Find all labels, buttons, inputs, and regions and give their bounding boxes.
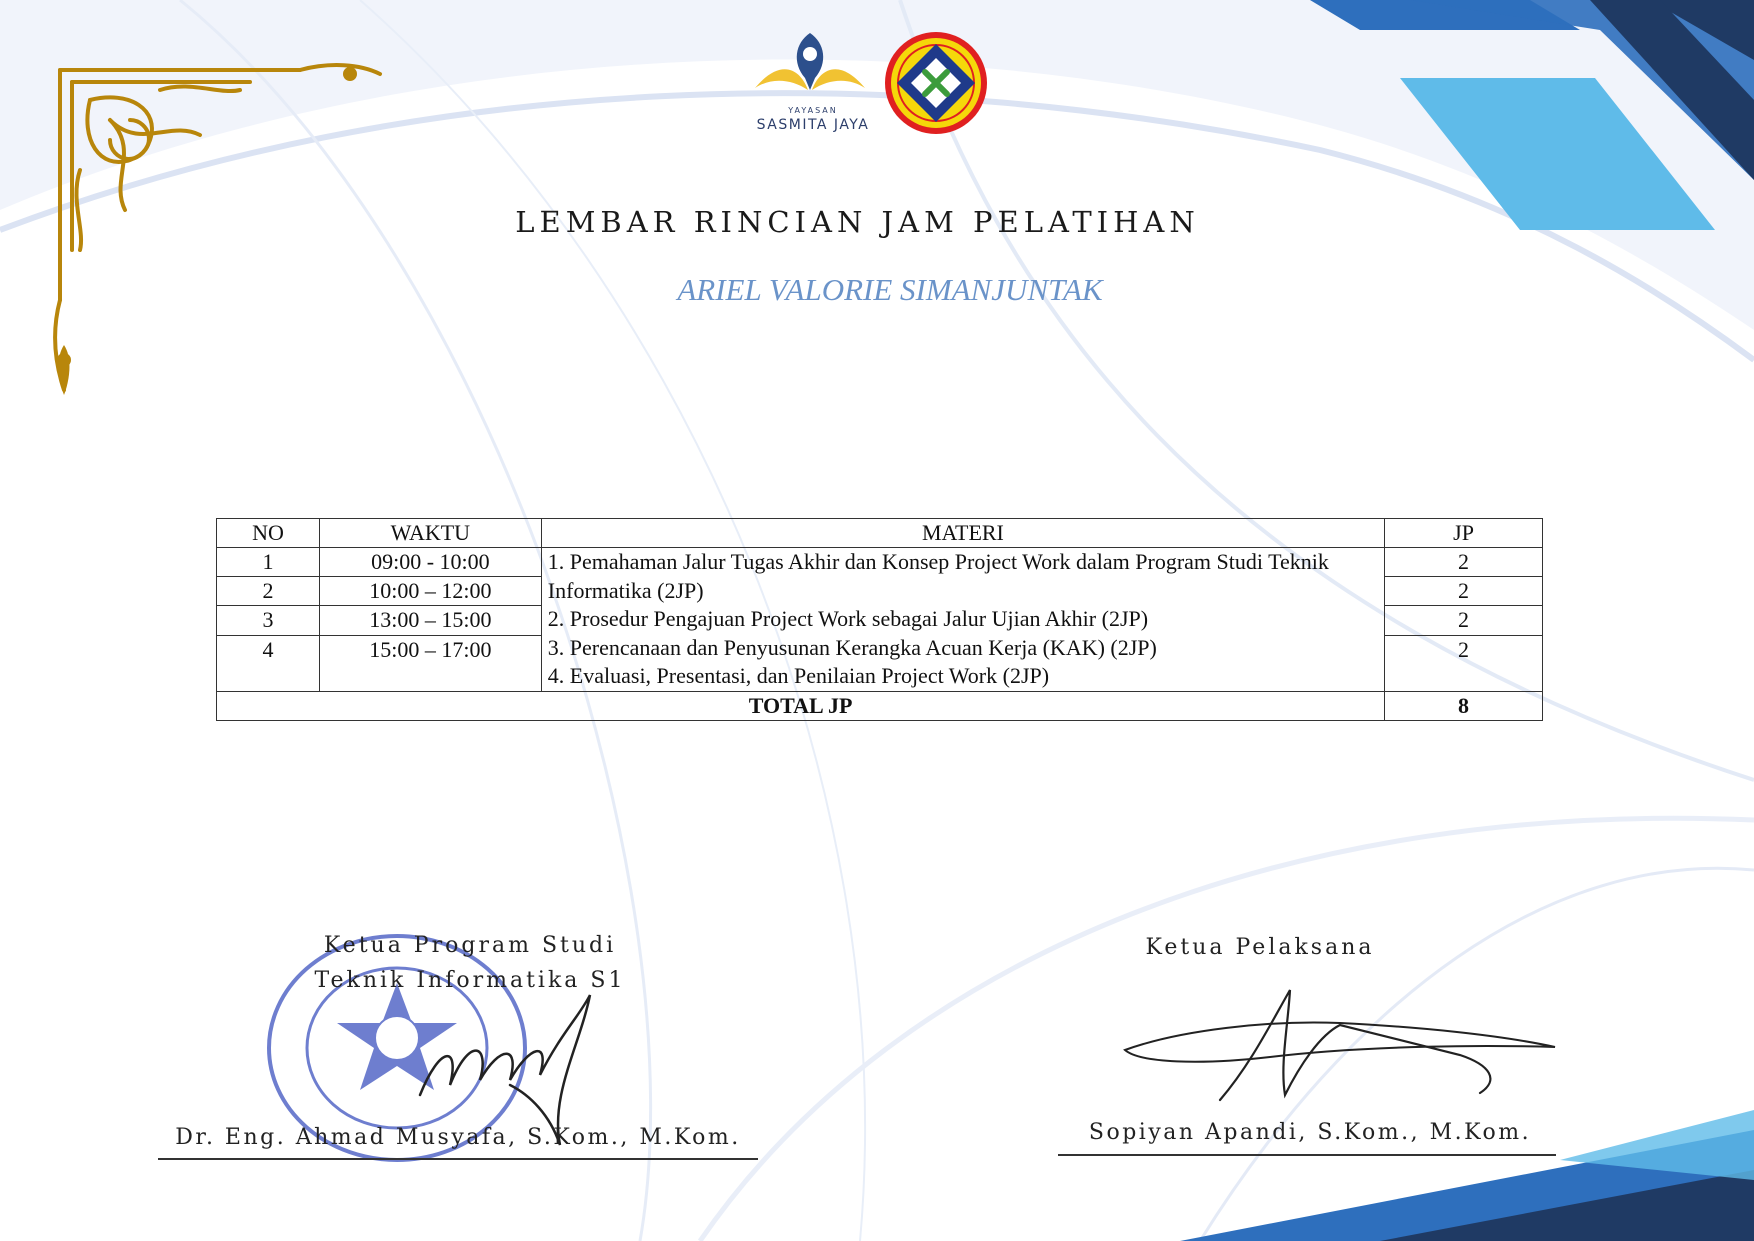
materi-item: 2. Prosedur Pengajuan Project Work sebagai Jalur Ujian Akhir (2JP): [547, 606, 1149, 631]
row-waktu: 09:00 - 10:00: [319, 548, 541, 577]
logo-foundation-label: YAYASAN: [788, 106, 838, 115]
left-signer-program: Teknik Informatika S1: [314, 968, 626, 993]
left-signature-line: [158, 1158, 758, 1160]
training-hours-table: [216, 518, 1543, 721]
header-no: NO: [217, 519, 320, 548]
row-no: 3: [217, 606, 320, 635]
left-signer-name: Dr. Eng. Ahmad Musyafa, S.Kom., M.Kom.: [175, 1125, 741, 1150]
header-materi: MATERI: [541, 519, 1384, 548]
left-signer-role: Ketua Program Studi: [323, 933, 617, 958]
right-signer-role: Ketua Pelaksana: [1145, 935, 1375, 960]
row-waktu: 10:00 – 12:00: [319, 577, 541, 606]
row-jp: 2: [1385, 548, 1543, 577]
right-signature-line: [1058, 1154, 1556, 1156]
header-jp: JP: [1385, 519, 1543, 548]
total-value: 8: [1385, 691, 1543, 720]
row-no: 2: [217, 577, 320, 606]
materi-item: 3. Perencanaan dan Penyusunan Kerangka Acuan Kerja (KAK) (2JP): [547, 634, 1157, 660]
right-signer-name: Sopiyan Apandi, S.Kom., M.Kom.: [1088, 1120, 1532, 1145]
row-no: 1: [217, 548, 320, 577]
row-jp: 2: [1385, 577, 1543, 606]
row-waktu: 13:00 – 15:00: [319, 606, 541, 635]
total-label: TOTAL JP: [217, 691, 1385, 720]
row-jp: 2: [1385, 635, 1543, 691]
sasmita-jaya-logo-icon: [750, 28, 870, 108]
row-jp: 2: [1385, 606, 1543, 635]
table-row: [217, 548, 1543, 577]
row-no: 4: [217, 635, 320, 691]
table-total-row: [217, 691, 1543, 720]
document-title: LEMBAR RINCIAN JAM PELATIHAN: [515, 205, 1200, 239]
signature-right-icon: [1120, 985, 1560, 1105]
logo-foundation-name: SASMITA JAYA: [756, 117, 870, 133]
row-waktu: 15:00 – 17:00: [319, 635, 541, 691]
materi-cell: [541, 548, 1384, 692]
header-waktu: WAKTU: [319, 519, 541, 548]
materi-item: 1. Pemahaman Jalur Tugas Akhir dan Konsep Project Work dalam Program Studi Teknik Informatika (2JP): [547, 549, 1329, 603]
university-seal-icon: [883, 30, 989, 136]
materi-item: 4. Evaluasi, Presentasi, dan Penilaian Project Work (2JP): [547, 663, 1050, 688]
participant-name: ARIEL VALORIE SIMANJUNTAK: [677, 272, 1103, 307]
table-header-row: [217, 519, 1543, 548]
